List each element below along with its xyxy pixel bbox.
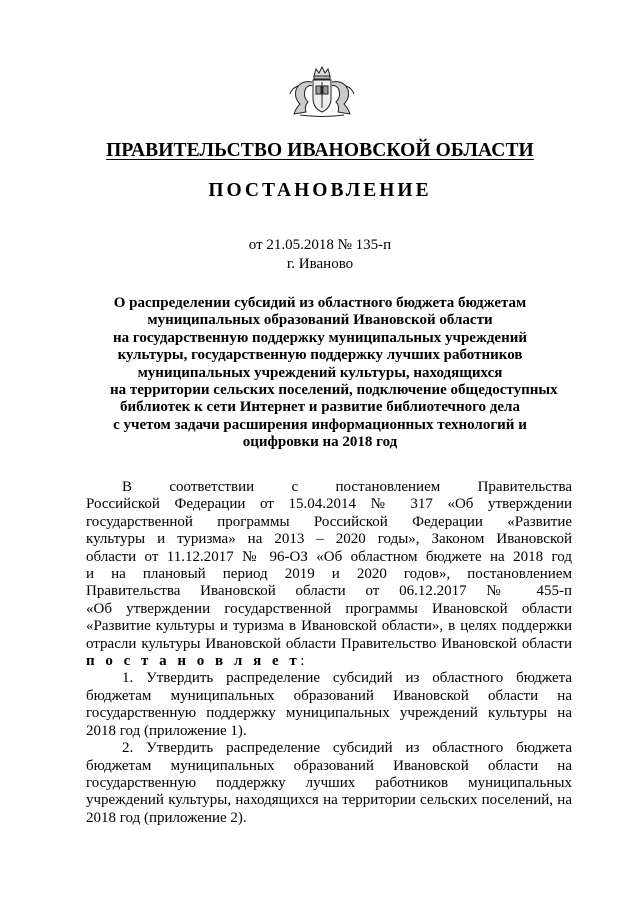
title-line: культуры, государственную поддержку лучших работников xyxy=(117,347,523,364)
item-1-line: государственную поддержку муниципальных учреждений культуры на xyxy=(86,705,572,722)
resolve-line xyxy=(86,653,572,670)
item-2-line: государственную поддержку лучших работников муниципальных xyxy=(86,774,572,791)
preamble-line: государственной программы Российской Федерации «Развитие xyxy=(86,513,572,530)
document-date-number: от 21.05.2018 № 135-п xyxy=(248,237,392,253)
preamble-line: Российской Федерации от 15.04.2014 № 317 «Об утверждении xyxy=(86,496,572,513)
title-line: оцифровки на 2018 год xyxy=(242,434,398,451)
resolve-colon: : xyxy=(300,653,305,670)
preamble-line: «Об утверждении государственной программы Ивановской области xyxy=(86,600,572,617)
title-line: О распределении субсидий из областного бюджета бюджетам xyxy=(113,295,527,311)
preamble-line: области от 11.12.2017 № 96-ОЗ «Об областном бюджете на 2018 год xyxy=(86,548,572,565)
title-line: муниципальных учреждений культуры, находящихся xyxy=(137,364,503,381)
item-1-line: бюджетам муниципальных образований Ивановской области на xyxy=(86,687,572,704)
item-2-line: 2. Утвердить распределение субсидий из областного бюджета xyxy=(122,740,572,757)
organization-name: ПРАВИТЕЛЬСТВО ИВАНОВСКОЙ ОБЛАСТИ xyxy=(106,140,534,161)
resolve-word: п о с т а н о в л я е т xyxy=(86,653,301,670)
preamble-line: В соответствии с постановлением Правительства xyxy=(122,479,572,495)
preamble-line: и на плановый период 2019 и 2020 годов», постановлением xyxy=(86,566,572,583)
document-type-heading: ПОСТАНОВЛЕНИЕ xyxy=(208,180,432,201)
preamble-line: отрасли культуры Ивановской области Правительство Ивановской области xyxy=(86,635,572,652)
item-1-line: 2018 год (приложение 1). xyxy=(86,722,247,739)
title-line: с учетом задачи расширения информационных технологий и xyxy=(113,416,527,433)
preamble-line: культуры и туризма» на 2013 – 2020 годы», Законом Ивановской xyxy=(86,531,572,548)
item-2-line: бюджетам муниципальных образований Ивановской области на xyxy=(86,757,572,774)
document-city: г. Иваново xyxy=(286,256,354,272)
item-2-line: учреждений культуры, находящихся на территории сельских поселений, на xyxy=(86,792,572,809)
preamble-line: Правительства Ивановской области от 06.12.2017 № 455-п xyxy=(86,583,572,600)
document-title xyxy=(110,295,558,452)
document-body xyxy=(86,479,572,827)
title-line: библиотек к сети Интернет и развитие библиотечного дела xyxy=(120,399,520,416)
title-line: на государственную поддержку муниципальных учреждений xyxy=(112,329,528,346)
coat-of-arms-emblem xyxy=(286,66,358,118)
item-2-line: 2018 год (приложение 2). xyxy=(86,809,247,826)
item-1-line: 1. Утвердить распределение субсидий из областного бюджета xyxy=(122,670,572,687)
title-line: на территории сельских поселений, подключение общедоступных xyxy=(110,382,558,399)
title-line: муниципальных образований Ивановской области xyxy=(147,312,493,329)
preamble-line: «Развитие культуры и туризма в Ивановской области», в целях поддержки xyxy=(86,618,572,635)
